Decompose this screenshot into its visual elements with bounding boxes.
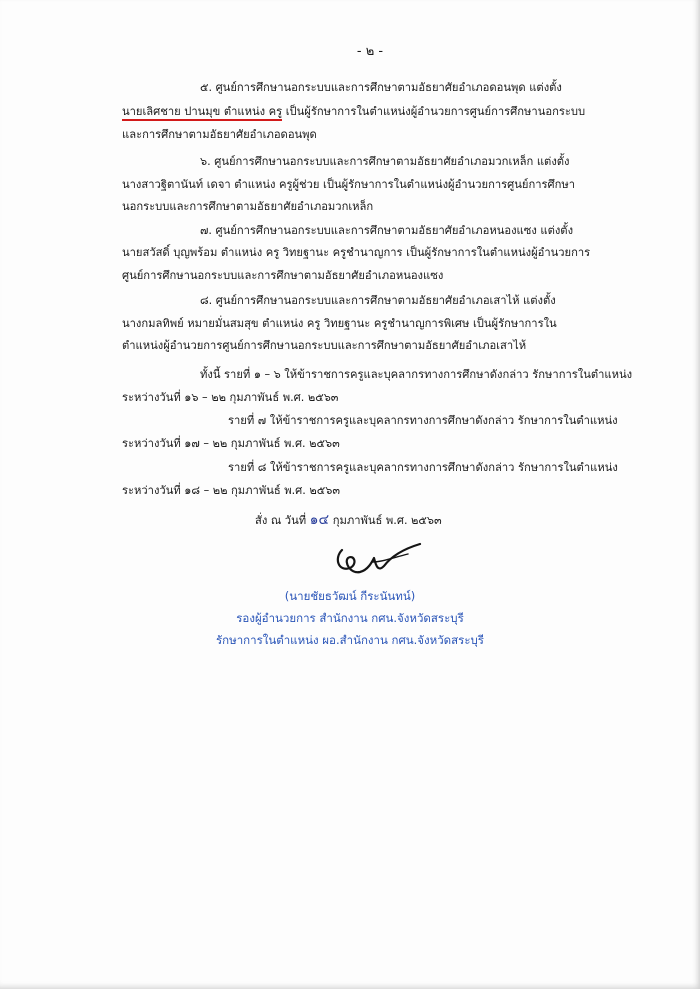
item-8-line-1: ๘. ศูนย์การศึกษานอกระบบและการศึกษาตามอัธยาศัยอำเภอเสาไห้ แต่งตั้ง [200,294,556,307]
term-3-line-1: รายที่ ๘ ให้ข้าราชการครูและบุคลากรทางการศึกษาดังกล่าว รักษาการในตำแหน่ง [228,461,618,474]
term-1-line-1: ทั้งนี้ รายที่ ๑ – ๖ ให้ข้าราชการครูและบุคลากรทางการศึกษาดังกล่าว รักษาการในตำแหน่ง [200,368,633,381]
highlighted-appointee-name: นายเลิศชาย ปานมุข ตำแหน่ง ครู [122,105,282,121]
item-5-line-2-rest: เป็นผู้รักษาการในตำแหน่งผู้อำนวยการศูนย์การศึกษานอกระบบ [282,105,586,118]
item-5-line-1: ๕. ศูนย์การศึกษานอกระบบและการศึกษาตามอัธยาศัยอำเภอดอนพุด แต่งตั้ง [200,81,562,94]
order-date-day: ๑๔ [309,512,330,528]
item-5-line-3: และการศึกษาตามอัธยาศัยอำเภอดอนพุด [122,128,317,141]
item-7-line-1: ๗. ศูนย์การศึกษานอกระบบและการศึกษาตามอัธยาศัยอำเภอหนองแซง แต่งตั้ง [200,224,574,237]
item-6-line-2: นางสาวฐิตานันท์ เดจา ตำแหน่ง ครูผู้ช่วย เป็นผู้รักษาการในตำแหน่งผู้อำนวยการศูนย์การศึกษา [122,178,576,191]
item-6-line-3: นอกระบบและการศึกษาตามอัธยาศัยอำเภอมวกเหล็ก [122,200,374,213]
signature-graphic [328,532,428,582]
item-8-line-3: ตำแหน่งผู้อำนวยการศูนย์การศึกษานอกระบบและการศึกษาตามอัธยาศัยอำเภอเสาไห้ [122,339,527,352]
order-date-prefix: สั่ง ณ วันที่ [255,514,307,527]
order-date [255,512,442,529]
term-2-line-2: ระหว่างวันที่ ๑๗ – ๒๒ กุมภาพันธ์ พ.ศ. ๒๕๖๓ [122,437,340,450]
signer-name: (นายชัยธวัฒน์ กีระนันทน์) [284,589,416,603]
signer-position-1: รองผู้อำนวยการ สำนักงาน กศน.จังหวัดสระบุรี [236,611,464,625]
item-6-line-1: ๖. ศูนย์การศึกษานอกระบบและการศึกษาตามอัธยาศัยอำเภอมวกเหล็ก แต่งตั้ง [200,155,570,168]
item-7-line-2: นายสวัสดิ์ บุญพร้อม ตำแหน่ง ครู วิทยฐานะ ครูชำนาญการ เป็นผู้รักษาการในตำแหน่งผู้อำนวยการ [122,246,591,259]
item-7-line-3: ศูนย์การศึกษานอกระบบและการศึกษาตามอัธยาศัยอำเภอหนองแซง [122,269,444,282]
signer-position-2: รักษาการในตำแหน่ง ผอ.สำนักงาน กศน.จังหวัดสระบุรี [216,633,484,647]
term-2-line-1: รายที่ ๗ ให้ข้าราชการครูและบุคลากรทางการศึกษาดังกล่าว รักษาการในตำแหน่ง [228,414,618,427]
page-number: - ๒ - [356,44,384,59]
term-1-line-2: ระหว่างวันที่ ๑๖ – ๒๒ กุมภาพันธ์ พ.ศ. ๒๕๖๓ [122,391,339,404]
item-5-line-2 [122,104,585,120]
item-8-line-2: นางกมลทิพย์ หมายมั่นสมสุข ตำแหน่ง ครู วิทยฐานะ ครูชำนาญการพิเศษ เป็นผู้รักษาการใน [122,317,557,330]
term-3-line-2: ระหว่างวันที่ ๑๘ – ๒๒ กุมภาพันธ์ พ.ศ. ๒๕๖๓ [122,484,340,497]
order-date-suffix: กุมภาพันธ์ พ.ศ. ๒๕๖๓ [332,514,442,527]
